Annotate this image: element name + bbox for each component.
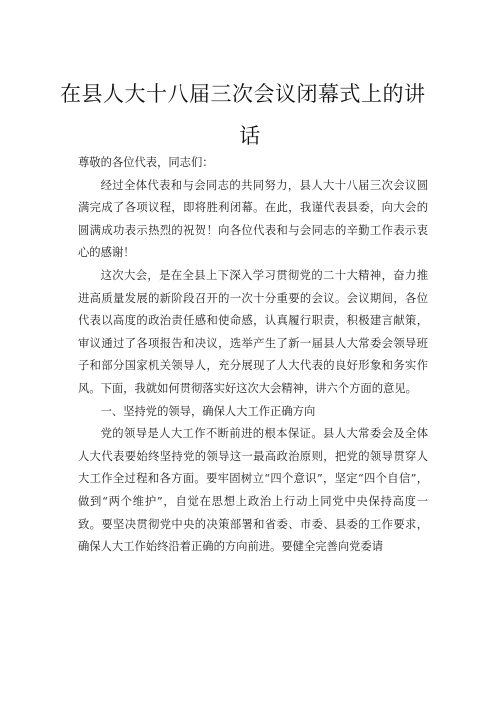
section-heading-1: 一、坚持党的领导，确保人大工作正确方向 bbox=[100, 404, 316, 418]
paragraph-party-leadership: 党的领导是人大工作不断前进的根本保证。县人大常委会及全体人大代表要始终坚持党的领导这一最高政治原则，把党的领导贯穿人大工作全过程和各方面。要牢固树立“四个意识”，坚定“四个自信”，做到“两个维护”，自觉在思想上政治上行动上同党中央保持高度一致。要坚决贯彻党中央的决策部署和省委、市委、县委的工作要求，确保人大工作始终沿着正确的方向前进。要健全完善向党委请 bbox=[78, 427, 428, 554]
document-body bbox=[78, 152, 428, 559]
document-title-line-2: 话 bbox=[239, 124, 261, 148]
document-title-line-1: 在县人大十八届三次会议闭幕式上的讲 bbox=[60, 82, 426, 106]
salutation: 尊敬的各位代表，同志们： bbox=[78, 156, 214, 169]
paragraph-meeting-summary: 这次大会，是在全县上下深入学习贯彻党的二十大精神，奋力推进高质量发展的新阶段召开的一次十分重要的会议。会议期间，各位代表以高度的政治责任感和使命感，认真履行职责，积极建言献策，审议通过了各项报告和决议，选举产生了新一届县人大常委会领导班子和部分国家机关领导人，充分展现了人大代表的良好形象和务实作风。下面，我就如何贯彻落实好这次大会精神，讲六个方面的意见。 bbox=[78, 268, 428, 395]
paragraph-opening: 经过全体代表和与会同志的共同努力，县人大十八届三次会议圆满完成了各项议程，即将胜利闭幕。在此，我谨代表县委，向大会的圆满成功表示热烈的祝贺！向各位代表和与会同志的辛勤工作表示衷心的感谢！ bbox=[78, 178, 428, 260]
